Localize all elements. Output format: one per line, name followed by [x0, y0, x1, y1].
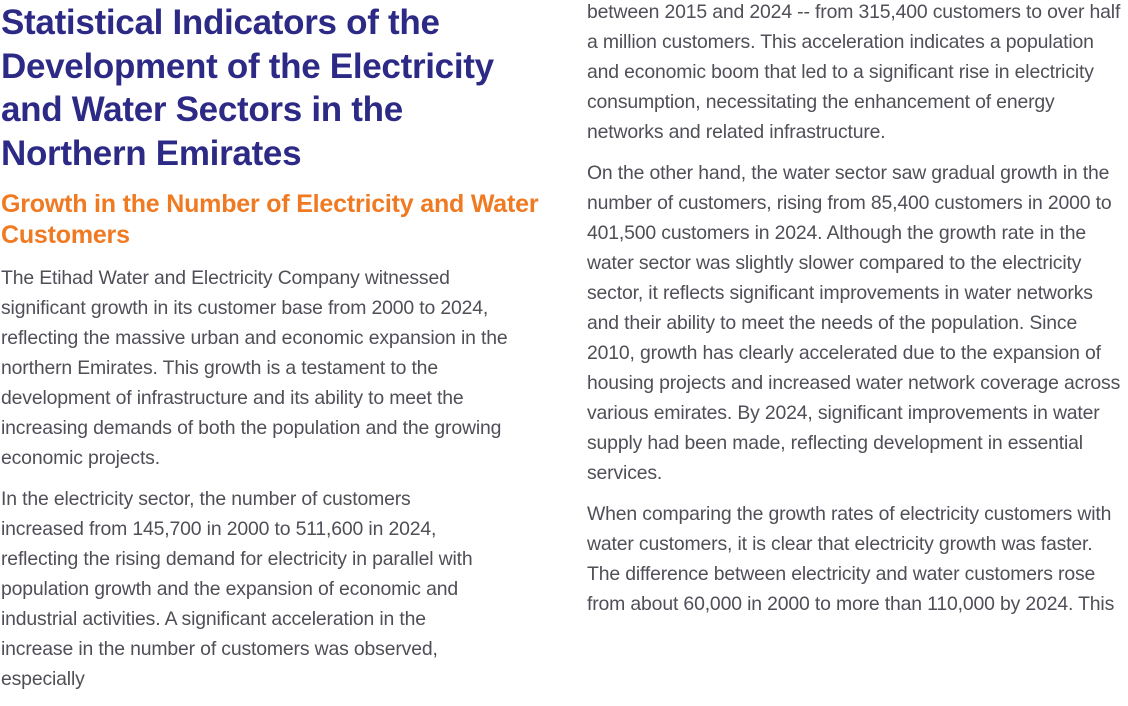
paragraph-comparison: When comparing the growth rates of electricity customers with water customers, it is clear that electricity growth was faster. The difference between electricity and water customers rose from about 60,000 in 2000 to more than 110,000 by 2024. This — [587, 503, 1115, 615]
right-column — [587, 0, 1127, 619]
section-subtitle: Growth in the Number of Electricity and Water Customers — [1, 190, 539, 249]
page-title: Statistical Indicators of the Development of the Electricity and Water Sectors in the Northern Emirates — [1, 3, 494, 173]
left-column — [1, 0, 541, 694]
paragraph-water: On the other hand, the water sector saw gradual growth in the number of customers, rising from 85,400 customers in 2000 to 401,500 customers in 2024. Although the growth rate in the water sector was slightly slower compared to the electricity sector, it reflects significant improvements in water networks and their ability to meet the needs of the population. Since 2010, growth has clearly accelerated due to the expansion of housing projects and increased water network coverage across various emirates. By 2024, significant improvements in water supply had been made, reflecting development in essential services. — [587, 162, 1121, 484]
paragraph-intro: The Etihad Water and Electricity Company witnessed significant growth in its customer base from 2000 to 2024, reflecting the massive urban and economic expansion in the northern Emirates. This growth is a testament to the development of infrastructure and its ability to meet the increasing demands of both the population and the growing economic projects. — [1, 267, 508, 469]
paragraph-electricity-continued: between 2015 and 2024 -- from 315,400 customers to over half a million customers. This acceleration indicates a population and economic boom that led to a significant rise in electricity consumption, necessitating the enhancement of energy networks and related infrastructure. — [587, 1, 1121, 143]
paragraph-electricity: In the electricity sector, the number of customers increased from 145,700 in 2000 to 511,600 in 2024, reflecting the rising demand for electricity in parallel with population growth and the expansion of economic and industrial activities. A significant acceleration in the increase in the number of customers was observed, especially — [1, 488, 473, 690]
